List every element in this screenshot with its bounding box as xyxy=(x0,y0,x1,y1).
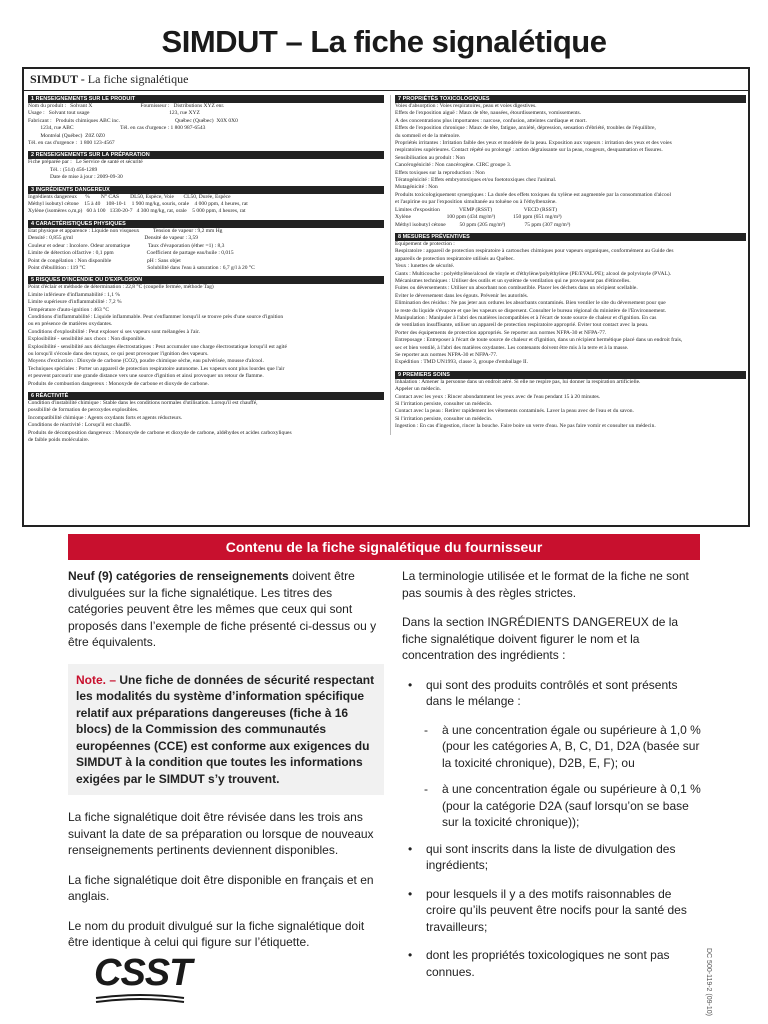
sheet-line: Xylène 100 ppm (434 mg/m³) 150 ppm (651 mg/m³) xyxy=(395,214,562,221)
section-title-text: RENSEIGNEMENTS SUR LE PRODUIT xyxy=(35,96,136,102)
sheet-line: Si l'irritation persiste, consulter un médecin. xyxy=(395,415,493,422)
section-title-text: RENSEIGNEMENTS SUR LA PRÉPARATION xyxy=(35,152,150,159)
sheet-section-7 xyxy=(395,95,746,229)
sheet-line: Effets de l'exposition chronique : Maux de tête, fatigue, anxiété, dépression, sensation d'ébriété, troubles de l'équilibre, xyxy=(395,125,656,132)
section-number: 2 xyxy=(31,152,35,159)
sheet-line: appareils de protection respiratoire utilisés au Québec. xyxy=(395,255,515,262)
sheet-line: Éviter le déversement dans les égouts. Prévenir les autorités. xyxy=(395,292,529,299)
sheet-header-bold: SIMDUT - xyxy=(30,72,85,86)
sheet-line: Yeux : lunettes de sécurité. xyxy=(395,263,455,270)
sheet-line: Nom du produit : Solvant X Fournisseur : Distributions XYZ enr. xyxy=(28,103,225,109)
sheet-section-6 xyxy=(28,392,384,444)
sheet-line: Ingrédients dangereux % N° CAS DL50, Espèce, Voie CL50, Durée, Espèce xyxy=(28,193,231,200)
list-item-text: pour lesquels il y a des motifs raisonnables de croire qu’ils peuvent être nocifs pour la santé des travailleurs; xyxy=(426,886,687,934)
list-item xyxy=(402,947,702,980)
sheet-line: Moyens d'extinction : Dioxyde de carbone (CO2), poudre chimique sèche, eau pulvérisée, mousse d'alcool. xyxy=(28,358,264,365)
csst-logo: CSST xyxy=(94,952,192,994)
sheet-line: Montréal (Québec) Z0Z 0Z0 xyxy=(28,132,105,139)
sheet-line: Expédition : TMD UN1993, classe 3, groupe d'emballage II. xyxy=(395,359,529,366)
sheet-line: Inhalation : Amener la personne dans un endroit aéré. Si elle ne respire pas, lui donner la respiration artificielle. xyxy=(395,378,641,385)
sheet-line: Point de congélation : Non disponible pH : Sans objet xyxy=(28,257,181,264)
sheet-line: Condition d'instabilité chimique : Stable dans les conditions normales d'utilisation. Lorsqu'il est chauffé, xyxy=(28,400,258,406)
sub-list-item xyxy=(402,722,702,772)
logo-swoosh-icon xyxy=(94,994,186,1006)
sheet-section-title xyxy=(28,276,384,284)
note-text: Une fiche de données de sécurité respectant les modalités du système d’information spécifique relatif aux préparations dangereuses (fiche à 16 blocs) de la Commission des communautés européennes (CCE) est conforme aux exigences du SIMDUT à la condition que toutes les informations exigées par le SIMDUT s’y trouvent. xyxy=(76,672,375,786)
sheet-line: Gants : Multicouche : polyéthylène/alcool de vinyle et d'éthylène/polyéthylène (PE/EVAL/PE); alcool de polyvinyle (PVAL). xyxy=(395,270,672,277)
sub-list-item-text: à une concentration égale ou supérieure à 1,0 % (pour les catégories A, B, C, D1, D2A (basée sur la toxicité chronique), D2B, E, F); ou xyxy=(442,722,701,770)
section-number: 7 xyxy=(398,96,402,102)
sheet-line: Propriétés irritantes : Irritation faible des yeux et modérée de la peau. Exposition aux vapeurs : irritation des yeux et des voies xyxy=(395,140,672,147)
sheet-line: Tél. en cas d'urgence : 1 800 123-4567 xyxy=(28,140,115,147)
sheet-line: État physique et apparence : Liquide non visqueux Tension de vapeur : 9,2 mm Hg xyxy=(28,227,223,234)
sheet-line: Limites d'exposition VEMP (RSST) VECD (RSST) xyxy=(395,206,557,213)
sheet-line: Fuites ou déversements : Utiliser un absorbant non combustible. Placer les déchets dans un récipient scellable. xyxy=(395,285,638,292)
sheet-section-9 xyxy=(395,371,746,431)
sheet-line: Usage : Solvant tout usage 123, rue XYZ xyxy=(28,110,200,117)
sheet-line: Produits de combustion dangereux : Monoxyde de carbone et dioxyde de carbone. xyxy=(28,380,209,387)
intro-rest: doivent être divulguées sur la fiche signalétique. Les titres des catégories peuvent être les mêmes que ceux qui sont proposés dans l’exemple de fiche présenté ci-dessus ou y être équivalents. xyxy=(68,569,377,649)
sheet-line: Explosibilité - sensibilité aux chocs : Non disponible. xyxy=(28,336,146,343)
sheet-line: Sensibilisation au produit : Non xyxy=(395,154,465,161)
sheet-line: respiratoires supérieures. Contact répété ou prolongé : action dégraissante sur la peau, rougeurs, desquamation et fissures. xyxy=(395,147,663,154)
sheet-line: Mutagénicité : Non xyxy=(395,184,438,191)
note-label: Note. – xyxy=(76,672,117,687)
sheet-line: Porter des équipements de protection appropriés. Se reporter aux normes NFPA-30 et NFPA-77. xyxy=(395,329,607,336)
sheet-line: Conditions de réactivité : Lorsqu'il est chauffé. xyxy=(28,422,132,429)
bullet-icon: • xyxy=(408,948,413,962)
ingredients-paragraph: Dans la section INGRÉDIENTS DANGEREUX de la fiche signalétique doivent figurer le nom et la concentration des ingrédients : xyxy=(402,615,679,662)
sheet-line: Point d'éclair et méthode de détermination : 22,8 °C (coupelle fermée, méthode Tag) xyxy=(28,284,214,291)
sheet-line: Tératogénicité : Effets embryotoxiques et/ou foetotoxiques chez l'animal. xyxy=(395,177,557,184)
sheet-line: de ventilation insuffisante, utiliser un appareil de protection respiratoire approprié. Éviter tout contact avec la peau. xyxy=(395,322,649,329)
sheet-line: Contact avec les yeux : Rincer abondamment les yeux avec de l'eau pendant 15 à 20 minutes. xyxy=(395,393,601,400)
language-paragraph: La fiche signalétique doit être disponible en français et en anglais. xyxy=(68,872,374,903)
sheet-line: Conditions d'inflammabilité : Liquide inflammable. Peut s'enflammer lorsqu'il se trouve près d'une source d'ignition xyxy=(28,313,284,320)
product-name-paragraph: Le nom du produit divulgué sur la fiche signalétique doit être identique à celui qui figure sur l’étiquette. xyxy=(68,918,365,949)
dash-icon: - xyxy=(424,722,428,737)
sheet-line: Produits toxicologiquement synergiques : La durée des effets toxiques du xylène est augmentée par la consommation d'alcool xyxy=(395,191,672,198)
sheet-header-rest: La fiche signalétique xyxy=(84,72,189,86)
intro-paragraph xyxy=(68,568,384,651)
sample-data-sheet xyxy=(22,67,750,527)
sheet-line: 1234, rue ABC Tél. en cas d'urgence : 1 800 987-6543 xyxy=(28,125,206,132)
section-banner: Contenu de la fiche signalétique du fournisseur xyxy=(68,534,700,560)
sheet-line: Si l'irritation persiste, consulter un médecin. xyxy=(395,401,493,408)
sheet-line: Point d'ébullition : 119 °C Solubilité dans l'eau à saturation : 6,7 g/l à 20 °C xyxy=(28,264,255,271)
section-number: 6 xyxy=(31,393,35,399)
sheet-line: Contact avec la peau : Retirer rapidement les vêtements contaminés. Laver la peau avec de l'eau et du savon. xyxy=(395,408,634,415)
sheet-line: Fabricant : Produits chimiques ABC inc. Québec (Québec) X0X 0X0 xyxy=(28,117,238,124)
sheet-line: Incompatibilité chimique : Agents oxydants forts et agents réducteurs. xyxy=(28,414,183,421)
dash-icon: - xyxy=(424,782,428,796)
sheet-section-title xyxy=(28,186,384,194)
sheet-line: ou lorsqu'il s'écoule dans des tuyaux, ce qui peut provoquer l'ignition des vapeurs. xyxy=(28,350,209,357)
sheet-section-title xyxy=(395,371,746,379)
sheet-section-5 xyxy=(28,276,384,388)
sheet-line: Élimination des résidus : Ne pas jeter aux ordures les absorbants contaminés. Bien ventiler le site du déversement pour que xyxy=(395,300,666,307)
bullet-icon: • xyxy=(408,841,413,856)
sheet-section-title xyxy=(395,233,746,241)
sheet-line: Entreposage : Entreposer à l'écart de toute source de chaleur et d'ignition, dans un récipient hermétique placé dans un endroit frais, xyxy=(395,337,683,344)
sheet-line: Limite de détection olfactive : 0,1 ppm Coefficient de partage eau/huile : 0,015 xyxy=(28,250,234,257)
sheet-line: et peuvent parcourir une grande distance vers une source d'ignition et ainsi provoquer un retour de flamme. xyxy=(28,373,264,380)
sheet-line: Se reporter aux normes NFPA-30 et NFPA-77. xyxy=(395,352,498,358)
note-box xyxy=(68,664,384,796)
section-title-text: CARACTÉRISTIQUES PHYSIQUES xyxy=(35,220,126,227)
sheet-line: Effets toxiques sur la reproduction : Non xyxy=(395,169,485,176)
sheet-section-title xyxy=(395,95,746,103)
section-number: 4 xyxy=(31,220,35,227)
section-title-text: PREMIERS SOINS xyxy=(402,371,450,378)
sheet-line: Cancérogénicité : Non cancérogène. CIRC groupe 3. xyxy=(395,162,512,169)
sheet-line: sec et bien ventilé, à l'abri des matières oxydantes. Les contenants doivent être mis à la terre et à la masse. xyxy=(395,344,629,351)
sheet-line: du sommeil et de la mémoire. xyxy=(395,132,461,139)
sheet-section-title xyxy=(28,151,384,159)
revision-paragraph: La fiche signalétique doit être révisée dans les trois ans suivant la date de sa préparation ou lorsque de nouveaux renseignements pertinents deviennent disponibles. xyxy=(68,810,374,857)
sheet-section-title xyxy=(28,392,384,400)
page-title: SIMDUT – La fiche signalétique xyxy=(161,24,607,59)
sheet-line: Conditions d'explosibilité : Peut exploser si ses vapeurs sont mélangées à l'air. xyxy=(28,328,200,335)
section-title-text: RISQUES D'INCENDIE OU D'EXPLOSION xyxy=(35,277,143,284)
sheet-section-2 xyxy=(28,151,384,181)
section-title-text: PROPRIÉTÉS TOXICOLOGIQUES xyxy=(402,96,490,102)
sheet-line: Xylène (isomères o,m,p) 60 à 100 1330-20-7 4 300 mg/kg, rat, orale 5 000 ppm, 4 heures, rat xyxy=(28,208,246,215)
sheet-line: Couleur et odeur : Incolore. Odeur aromatique Taux d'évaporation (éther =1) : 8,3 xyxy=(28,242,225,249)
sheet-section-4 xyxy=(28,220,384,272)
document-code: DC 500-119-2 (09-10) xyxy=(705,948,712,1016)
intro-bold: Neuf (9) catégories de renseignements xyxy=(68,569,289,583)
sheet-line: Température d'auto-ignition : 463 °C xyxy=(28,306,110,313)
list-item xyxy=(402,886,702,936)
sheet-line: Effets de l'exposition aiguë : Maux de tête, nausées, étourdissements, vomissements. xyxy=(395,110,582,117)
list-item-text: dont les propriétés toxicologiques ne sont pas connues. xyxy=(426,948,670,979)
sheet-right-column xyxy=(390,95,746,435)
section-title-text: INGRÉDIENTS DANGEREUX xyxy=(35,186,110,193)
sheet-line: Ingestion : En cas d'ingestion, rincer la bouche. Faire boire un verre d'eau. Ne pas faire vomir et consulter un médecin. xyxy=(395,423,656,430)
sheet-left-column xyxy=(28,95,384,448)
sheet-line: Produits de décomposition dangereux : Monoxyde de carbone et dioxyde de carbone, aldéhydes et acides carboxyliques xyxy=(28,429,292,436)
right-text-column xyxy=(402,568,702,992)
sub-list-item xyxy=(402,781,702,831)
sheet-line: Explosibilité - sensibilité aux décharges électrostatiques : Peut accumuler une charge électrostatique lorsqu'il est agité xyxy=(28,343,287,350)
sheet-line: Tél. : (514) 456-1289 xyxy=(28,166,98,173)
sheet-section-3 xyxy=(28,186,384,216)
left-text-column xyxy=(68,568,384,964)
sheet-line: Date de mise à jour : 2009-09-30 xyxy=(28,174,123,181)
sheet-line: Techniques spéciales : Porter un appareil de protection respiratoire autonome. Les vapeurs sont plus lourdes que l'air xyxy=(28,365,285,372)
sheet-line: Méthyl isobutyl cétone 50 ppm (205 mg/m³) 75 ppm (307 mg/m³) xyxy=(395,221,571,228)
section-number: 3 xyxy=(31,186,35,193)
sheet-line: Mécanismes techniques : Utiliser des outils et un système de ventilation qui ne provoquent pas d'étincelles. xyxy=(395,277,631,284)
bullet-icon: • xyxy=(408,677,413,692)
sheet-section-title xyxy=(28,95,384,103)
section-number: 8 xyxy=(398,233,402,240)
sheet-line: Fiche préparée par : Le Service de santé et sécurité xyxy=(28,159,143,166)
sheet-line: de faible poids moléculaire. xyxy=(28,437,90,444)
list-item xyxy=(402,677,702,710)
sheet-line: Manipulation : Manipuler à l'abri des matières incompatibles et à l'écart de toute source de chaleur et d'ignition. En cas xyxy=(395,314,657,321)
sheet-line: ou en présence de matières oxydantes. xyxy=(28,321,113,328)
list-item xyxy=(402,841,702,874)
sheet-line: Voies d'absorption : Voies respiratoires, peau et voies digestives. xyxy=(395,103,537,109)
sheet-section-1 xyxy=(28,95,384,147)
sheet-line: le reste du liquide s'évapore et que les vapeurs se dispersent. Consulter le bureau régional du ministère de l'Environnement. xyxy=(395,307,667,314)
section-title-text: RÉACTIVITÉ xyxy=(35,393,69,399)
sheet-line: possibilité de formation de peroxydes explosibles. xyxy=(28,407,139,414)
list-item-text: qui sont des produits contrôlés et sont présents dans le mélange : xyxy=(426,677,678,708)
terminology-paragraph: La terminologie utilisée et le format de la fiche ne sont pas soumis à des règles strictes. xyxy=(402,569,689,600)
sheet-header xyxy=(24,69,748,91)
sheet-line: Densité : 0,855 g/ml Densité de vapeur : 3,59 xyxy=(28,235,199,242)
sheet-section-8 xyxy=(395,233,746,367)
sheet-section-title xyxy=(28,220,384,228)
section-number: 9 xyxy=(398,371,402,378)
bullet-icon: • xyxy=(408,886,413,901)
section-title-text: MESURES PRÉVENTIVES xyxy=(402,233,470,240)
section-number: 5 xyxy=(31,277,35,284)
sheet-line: Limite supérieure d'inflammabilité : 7,2 % xyxy=(28,299,122,306)
sheet-line: À des concentrations plus importantes : narcose, confusion, atteintes cardiaque et mort. xyxy=(395,117,587,124)
sheet-line: et l'aspirine ou par l'exposition simultanée au toluène ou à l'éthylbenzène. xyxy=(395,199,557,206)
sheet-line: Appeler un médecin. xyxy=(395,386,441,393)
sub-list-item-text: à une concentration égale ou supérieure à 0,1 % (pour la catégorie D2A (sauf lorsqu’on se base sur la toxicité chronique)); xyxy=(442,782,701,829)
sheet-line: Limite inférieure d'inflammabilité : 1,1 % xyxy=(28,291,121,298)
sheet-line: Respiratoire : appareil de protection respiratoire à cartouches chimiques pour vapeurs organiques, conformément au Guide des xyxy=(395,248,674,255)
section-number: 1 xyxy=(31,96,35,102)
sheet-line: Méthyl isobutyl cétone 15 à 40 108-10-1 1 900 mg/kg, souris, orale 4 000 ppm, 4 heures, rat xyxy=(28,201,248,208)
list-item-text: qui sont inscrits dans la liste de divulgation des ingrédients; xyxy=(426,841,676,872)
sheet-line: Équipement de protection : xyxy=(395,240,455,247)
